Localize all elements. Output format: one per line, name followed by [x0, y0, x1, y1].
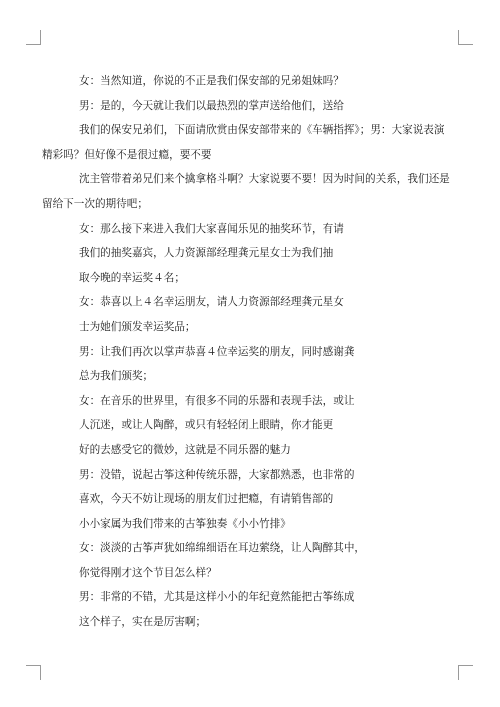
text-line: 小小家属为我们带来的古筝独奏《小小竹排》 [79, 517, 291, 530]
text-line: 好的去感受它的微妙，这就是不同乐器的魅力 [79, 443, 291, 456]
text-line: 士为她们颁发幸运奖品； [79, 320, 196, 333]
text-line: 男：非常的不错，尤其是这样小小的年纪竟然能把古筝练成 [79, 591, 355, 604]
text-line: 留给下一次的期待吧； [42, 197, 148, 210]
crop-mark-top-right [458, 30, 473, 45]
text-line: 女：那么接下来进入我们大家喜闻乐见的抽奖环节，有请 [79, 222, 344, 235]
document-body [42, 69, 450, 635]
text-line: 你觉得刚才这个节目怎么样？ [79, 566, 217, 579]
crop-mark-bottom-left [26, 665, 41, 680]
text-line: 这个样子，实在是厉害啊； [79, 616, 207, 629]
text-line: 女：恭喜以上４名幸运朋友，请人力资源部经理龚元星女 [79, 296, 344, 309]
crop-mark-bottom-right [458, 665, 473, 680]
text-line: 男：让我们再次以掌声恭喜４位幸运奖的朋友，同时感谢龚 [79, 345, 355, 358]
text-line: 女：淡淡的古筝声犹如绵绵细语在耳边萦绕，让人陶醉其中， [79, 542, 366, 555]
crop-mark-top-left [26, 30, 41, 45]
text-line: 精彩吗？但好像不是很过瘾，要不要 [42, 148, 212, 161]
text-line: 我们的抽奖嘉宾，人力资源部经理龚元星女士为我们抽 [79, 247, 334, 260]
text-line: 男：是的，今天就让我们以最热烈的掌声送给他们，送给 [79, 99, 344, 112]
text-line: 取今晚的幸运奖４名； [79, 271, 185, 284]
text-line: 男：没错，说起古筝这种传统乐器，大家都熟悉，也非常的 [79, 468, 355, 481]
text-line: 沈主管带着弟兄们来个擒拿格斗啊？大家说要不要！因为时间的关系，我们还是 [79, 173, 450, 186]
text-line: 喜欢，今天不妨让现场的朋友们过把瘾，有请销售部的 [79, 493, 334, 506]
text-line: 女：在音乐的世界里，有很多不同的乐器和表现手法，或让 [79, 394, 355, 407]
text-line: 我们的保安兄弟们，下面请欣赏由保安部带来的《车辆指挥》；男：大家说表演 [79, 124, 445, 137]
text-line: 人沉迷，或让人陶醉，或只有轻轻闭上眼睛，你才能更 [79, 419, 334, 432]
text-line: 总为我们颁奖； [79, 370, 154, 383]
text-line: 女：当然知道，你说的不正是我们保安部的兄弟姐妹吗？ [79, 75, 344, 87]
